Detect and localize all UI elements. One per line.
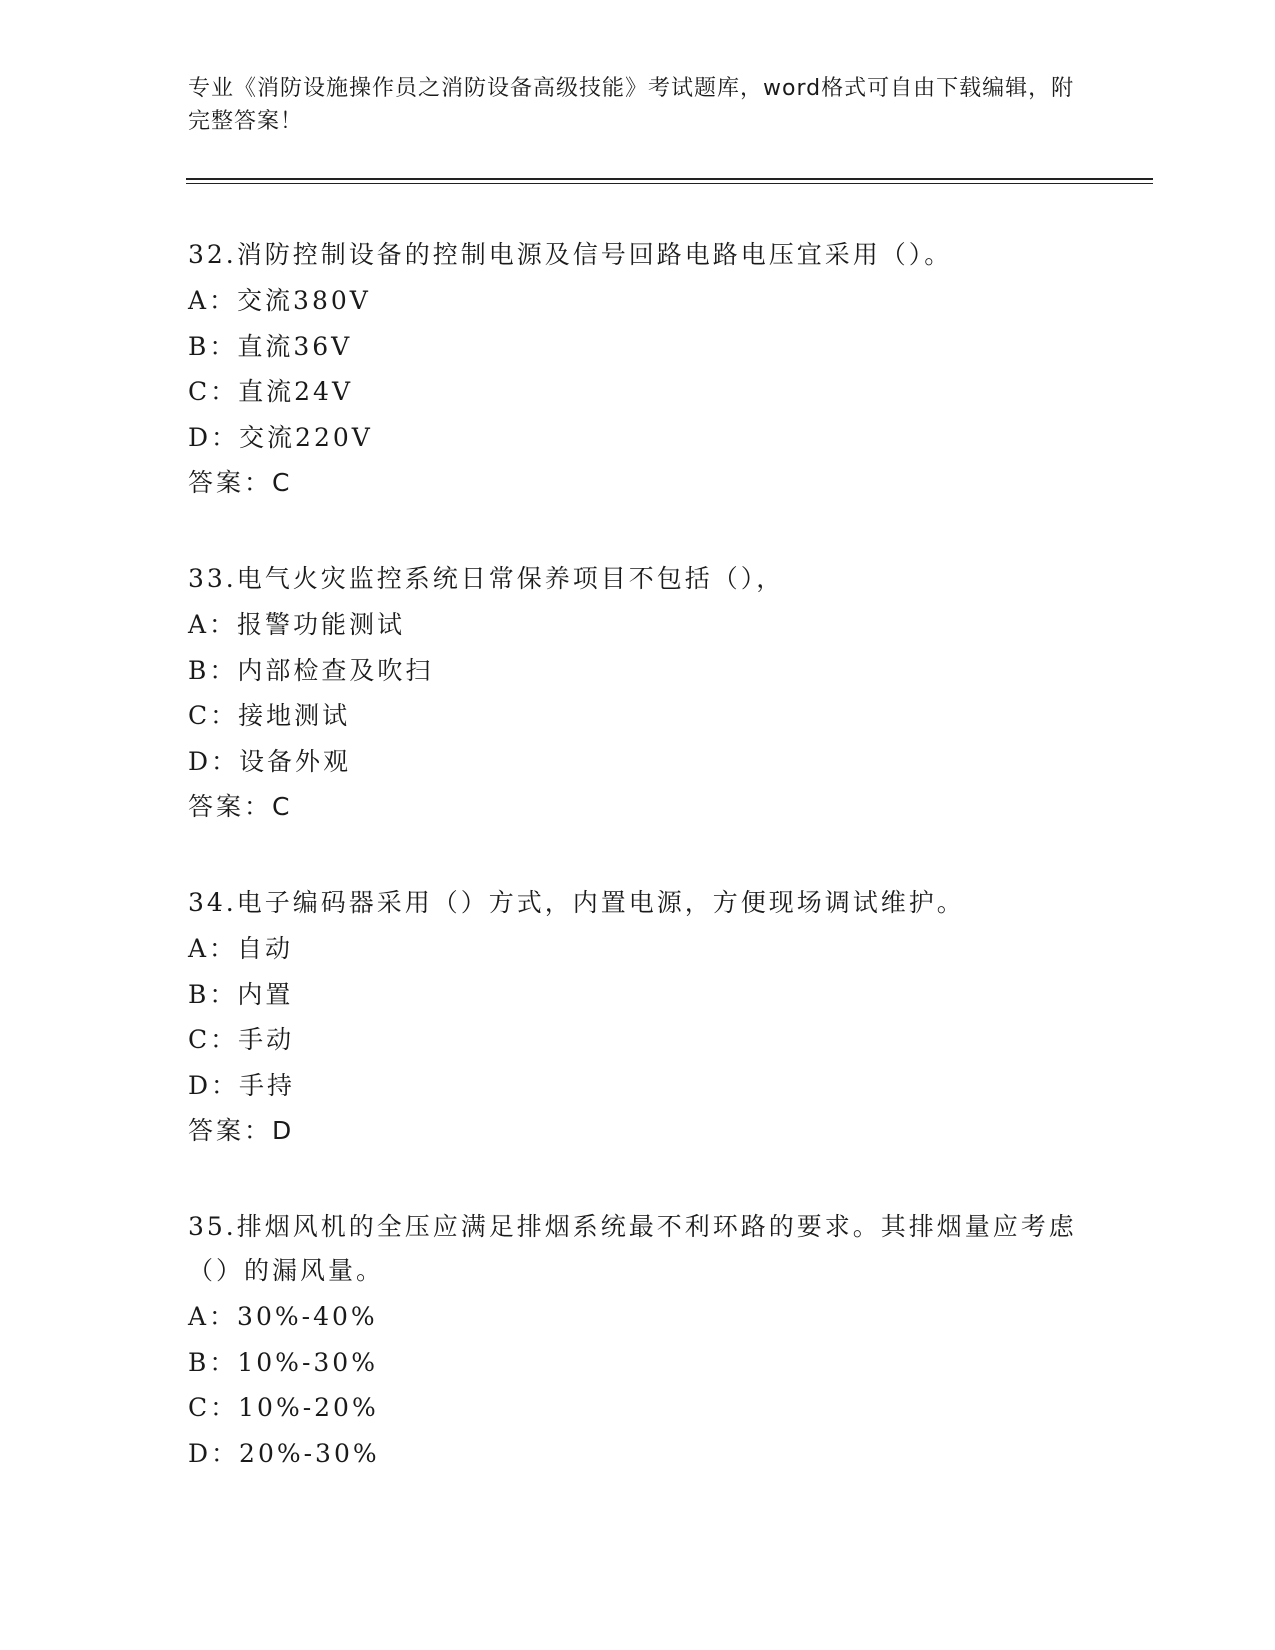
- question-32: [188, 233, 1088, 506]
- question-stem: 32.消防控制设备的控制电源及信号回路电路电压宜采用（）。: [188, 240, 953, 269]
- question-35: [188, 1205, 1088, 1476]
- option-a: A：自动: [188, 934, 294, 963]
- option-d: D：设备外观: [188, 746, 352, 776]
- question-33: [188, 557, 1088, 830]
- option-b: B：10%-30%: [188, 1347, 378, 1377]
- question-34: [188, 881, 1088, 1154]
- header-rule-bottom: [186, 183, 1153, 184]
- option-d: D：交流220V: [188, 422, 373, 452]
- document-header: 专业《消防设施操作员之消防设备高级技能》考试题库，word格式可自由下载编辑，附完整答案！: [188, 76, 1075, 134]
- answer: 答案：D: [188, 1116, 295, 1145]
- option-a: A：报警功能测试: [188, 610, 406, 639]
- answer: 答案：C: [188, 468, 293, 497]
- option-c: C：10%-20%: [188, 1393, 379, 1422]
- header-rule-top: [186, 178, 1153, 180]
- question-stem: 33.电气火灾监控系统日常保养项目不包括（），: [188, 564, 785, 593]
- option-b: B：内部检查及吹扫: [188, 655, 434, 685]
- option-b: B：直流36V: [188, 331, 353, 361]
- answer: 答案：C: [188, 792, 293, 821]
- option-c: C：直流24V: [188, 377, 353, 406]
- option-c: C：手动: [188, 1025, 295, 1054]
- option-d: D：手持: [188, 1070, 296, 1100]
- question-list: [188, 233, 1088, 1527]
- option-c: C：接地测试: [188, 701, 351, 730]
- question-stem: 35.排烟风机的全压应满足排烟系统最不利环路的要求。其排烟量应考虑（）的漏风量。: [188, 1212, 1077, 1285]
- option-d: D：20%-30%: [188, 1438, 380, 1468]
- option-b: B：内置: [188, 979, 294, 1009]
- option-a: A：30%-40%: [188, 1302, 378, 1331]
- question-stem: 34.电子编码器采用（）方式，内置电源，方便现场调试维护。: [188, 888, 965, 917]
- option-a: A：交流380V: [188, 286, 371, 315]
